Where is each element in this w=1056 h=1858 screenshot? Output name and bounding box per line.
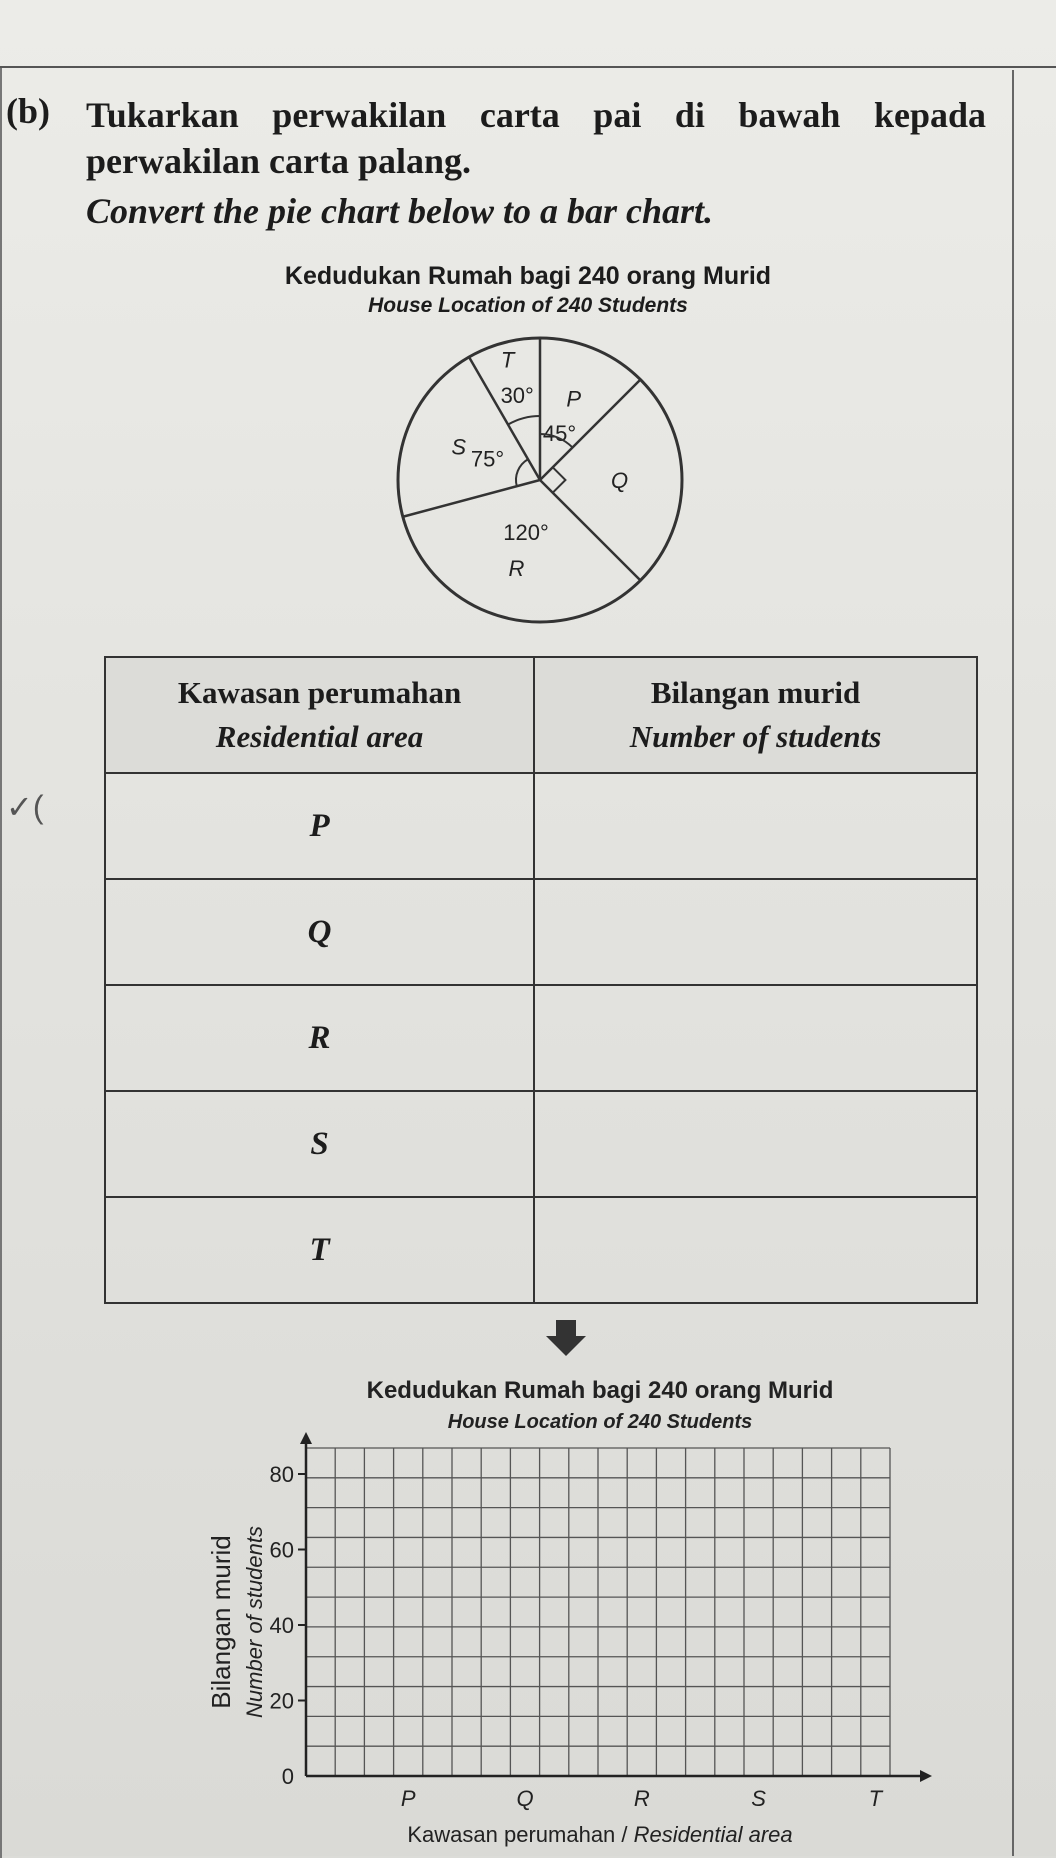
table-cell-area: R — [105, 985, 534, 1091]
data-table — [104, 656, 978, 1304]
x-category-label: T — [868, 1786, 883, 1811]
x-category-label: S — [751, 1786, 766, 1811]
arrow-down-icon — [546, 1320, 586, 1360]
x-category-label: Q — [516, 1786, 534, 1811]
frame-border-top — [0, 66, 1056, 68]
bar-chart-grid[interactable] — [0, 1380, 1056, 1856]
table-row — [105, 1091, 977, 1197]
pie-angle-label-R: 120° — [503, 520, 549, 546]
y-axis-label-malay: Bilangan murid — [206, 1535, 236, 1709]
table-header-row — [105, 657, 977, 773]
question-text-english: Convert the pie chart below to a bar chart. — [86, 191, 714, 231]
y-tick-label: 0 — [281, 1764, 294, 1789]
pie-angle-label-P: 45° — [542, 420, 577, 446]
pie-angle-arc-T — [508, 416, 540, 425]
pie-label-S: S — [451, 434, 467, 460]
pie-title-malay: Kedudukan Rumah bagi 240 orang Murid — [284, 262, 772, 290]
table-cell-area: P — [105, 773, 534, 879]
pie-label-T: T — [500, 347, 515, 373]
y-tick-label: 20 — [269, 1688, 294, 1714]
y-tick-label: 40 — [269, 1613, 294, 1638]
x-category-label: P — [400, 1786, 416, 1811]
x-axis-arrow-icon — [920, 1770, 932, 1782]
question-label: (b) — [6, 91, 50, 131]
pie-angle-label-T: 30° — [500, 382, 534, 408]
x-axis-label: Kawasan perumahan / Residential area — [407, 1822, 793, 1847]
pie-title-english: House Location of 240 Students — [368, 294, 688, 317]
table-cell-count-input[interactable] — [534, 1091, 977, 1197]
pie-label-R: R — [508, 555, 525, 581]
table-cell-area: Q — [105, 879, 534, 985]
x-category-label: R — [633, 1786, 650, 1811]
table-cell-count-input[interactable] — [534, 1197, 977, 1303]
y-tick-label: 60 — [269, 1537, 294, 1563]
bar-chart-title-malay: Kedudukan Rumah bagi 240 orang Murid — [366, 1380, 834, 1404]
table-cell-count-input[interactable] — [534, 773, 977, 879]
table-header-number-of-students: Bilangan murid Number of students — [534, 657, 977, 773]
y-tick-label: 80 — [269, 1462, 294, 1487]
table-row — [105, 879, 977, 985]
pie-slice-boundary-S — [403, 480, 540, 517]
pie-slice-boundary-R — [540, 480, 640, 580]
table-row — [105, 773, 977, 879]
table-cell-area: S — [105, 1091, 534, 1197]
table-row — [105, 1197, 977, 1303]
table-row — [105, 985, 977, 1091]
pie-label-Q: Q — [610, 468, 629, 493]
question-text-malay-line1: Tukarkan perwakilan carta pai di bawah kepada — [86, 95, 986, 135]
pie-angle-label-S: 75° — [470, 446, 505, 472]
question-text-malay-line2: perwakilan carta palang. — [86, 141, 472, 181]
pie-chart — [390, 330, 690, 630]
margin-tick-mark: ✓( — [6, 789, 44, 825]
pie-angle-arc-S — [516, 459, 528, 486]
table-cell-count-input[interactable] — [534, 879, 977, 985]
table-cell-count-input[interactable] — [534, 985, 977, 1091]
bar-chart-title-english: House Location of 240 Students — [447, 1411, 753, 1433]
y-axis-arrow-icon — [300, 1432, 312, 1444]
pie-label-P: P — [566, 386, 582, 412]
table-cell-area: T — [105, 1197, 534, 1303]
table-header-residential-area: Kawasan perumahan Residential area — [105, 657, 534, 773]
pie-right-angle-marker-Q — [553, 467, 566, 492]
y-axis-label-english: Number of students — [242, 1526, 267, 1718]
